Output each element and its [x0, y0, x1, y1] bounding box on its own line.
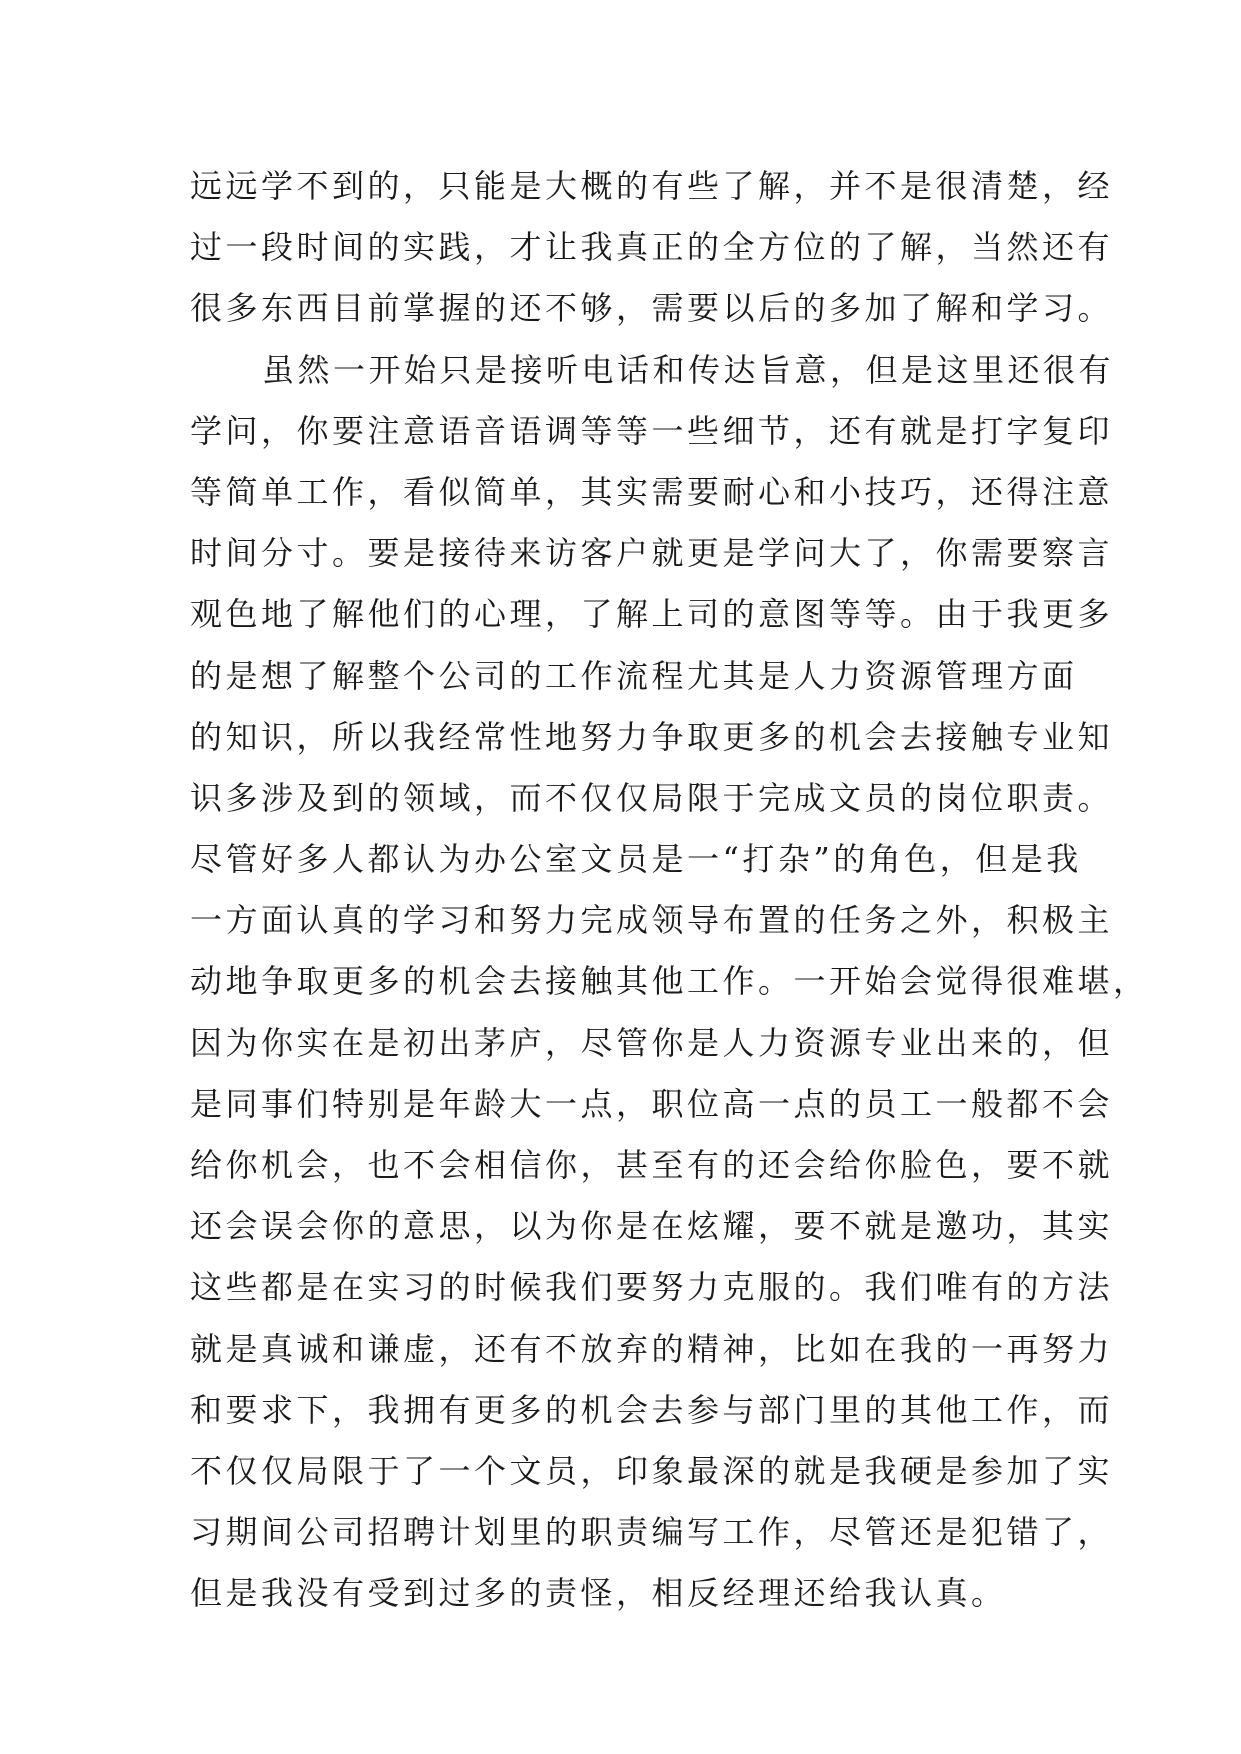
text-line: 但是我没有受到过多的责怪，相反经理还给我认真。 [190, 1574, 1007, 1613]
paragraph-first-line: 虽然一开始只是接听电话和传达旨意，但是这里还很有 [262, 350, 1115, 389]
text-line: 还会误会你的意思，以为你是在炫耀，要不就是邀功，其实 [190, 1207, 1114, 1246]
body-text [190, 156, 1149, 1625]
text-line: 的是想了解整个公司的工作流程尤其是人力资源管理方面 [190, 656, 1078, 695]
text-line: 远远学不到的，只能是大概的有些了解，并不是很清楚，经 [190, 167, 1114, 205]
text-line: 等简单工作，看似简单，其实需要耐心和小技巧，还得注意 [190, 472, 1114, 511]
text-line: 就是真诚和谦虚，还有不放弃的精神，比如在我的一再努力 [190, 1329, 1114, 1368]
text-line: 一方面认真的学习和努力完成领导布置的任务之外，积极主 [190, 901, 1114, 940]
text-line: 尽管好多人都认为办公室文员是一“打杂”的角色，但是我 [190, 840, 1082, 879]
text-line: 动地争取更多的机会去接触其他工作。一开始会觉得很难堪， [190, 962, 1149, 1001]
text-line: 给你机会，也不会相信你，甚至有的还会给你脸色，要不就 [190, 1146, 1114, 1184]
text-line: 因为你实在是初出茅庐，尽管你是人力资源专业出来的，但 [190, 1023, 1114, 1062]
text-line: 的知识，所以我经常性地努力争取更多的机会去接触专业知 [190, 717, 1114, 756]
text-line: 是同事们特别是年龄大一点，职位高一点的员工一般都不会 [190, 1084, 1114, 1123]
text-line: 和要求下，我拥有更多的机会去参与部门里的其他工作，而 [190, 1390, 1114, 1429]
text-line: 过一段时间的实践，才让我真正的全方位的了解，当然还有 [190, 228, 1114, 267]
text-line: 习期间公司招聘计划里的职责编写工作，尽管还是犯错了， [190, 1513, 1114, 1552]
text-line: 识多涉及到的领域，而不仅仅局限于完成文员的岗位职责。 [190, 778, 1114, 817]
text-line: 不仅仅局限于了一个文员，印象最深的就是我硬是参加了实 [190, 1451, 1114, 1490]
text-line: 观色地了解他们的心理，了解上司的意图等等。由于我更多 [190, 595, 1114, 634]
text-line: 时间分寸。要是接待来访客户就更是学问大了，你需要察言 [190, 534, 1114, 573]
text-line: 很多东西目前掌握的还不够，需要以后的多加了解和学习。 [190, 289, 1114, 328]
text-line: 学问，你要注意语音语调等等一些细节，还有就是打字复印 [190, 411, 1114, 450]
text-line: 这些都是在实习的时候我们要努力克服的。我们唯有的方法 [190, 1268, 1114, 1307]
